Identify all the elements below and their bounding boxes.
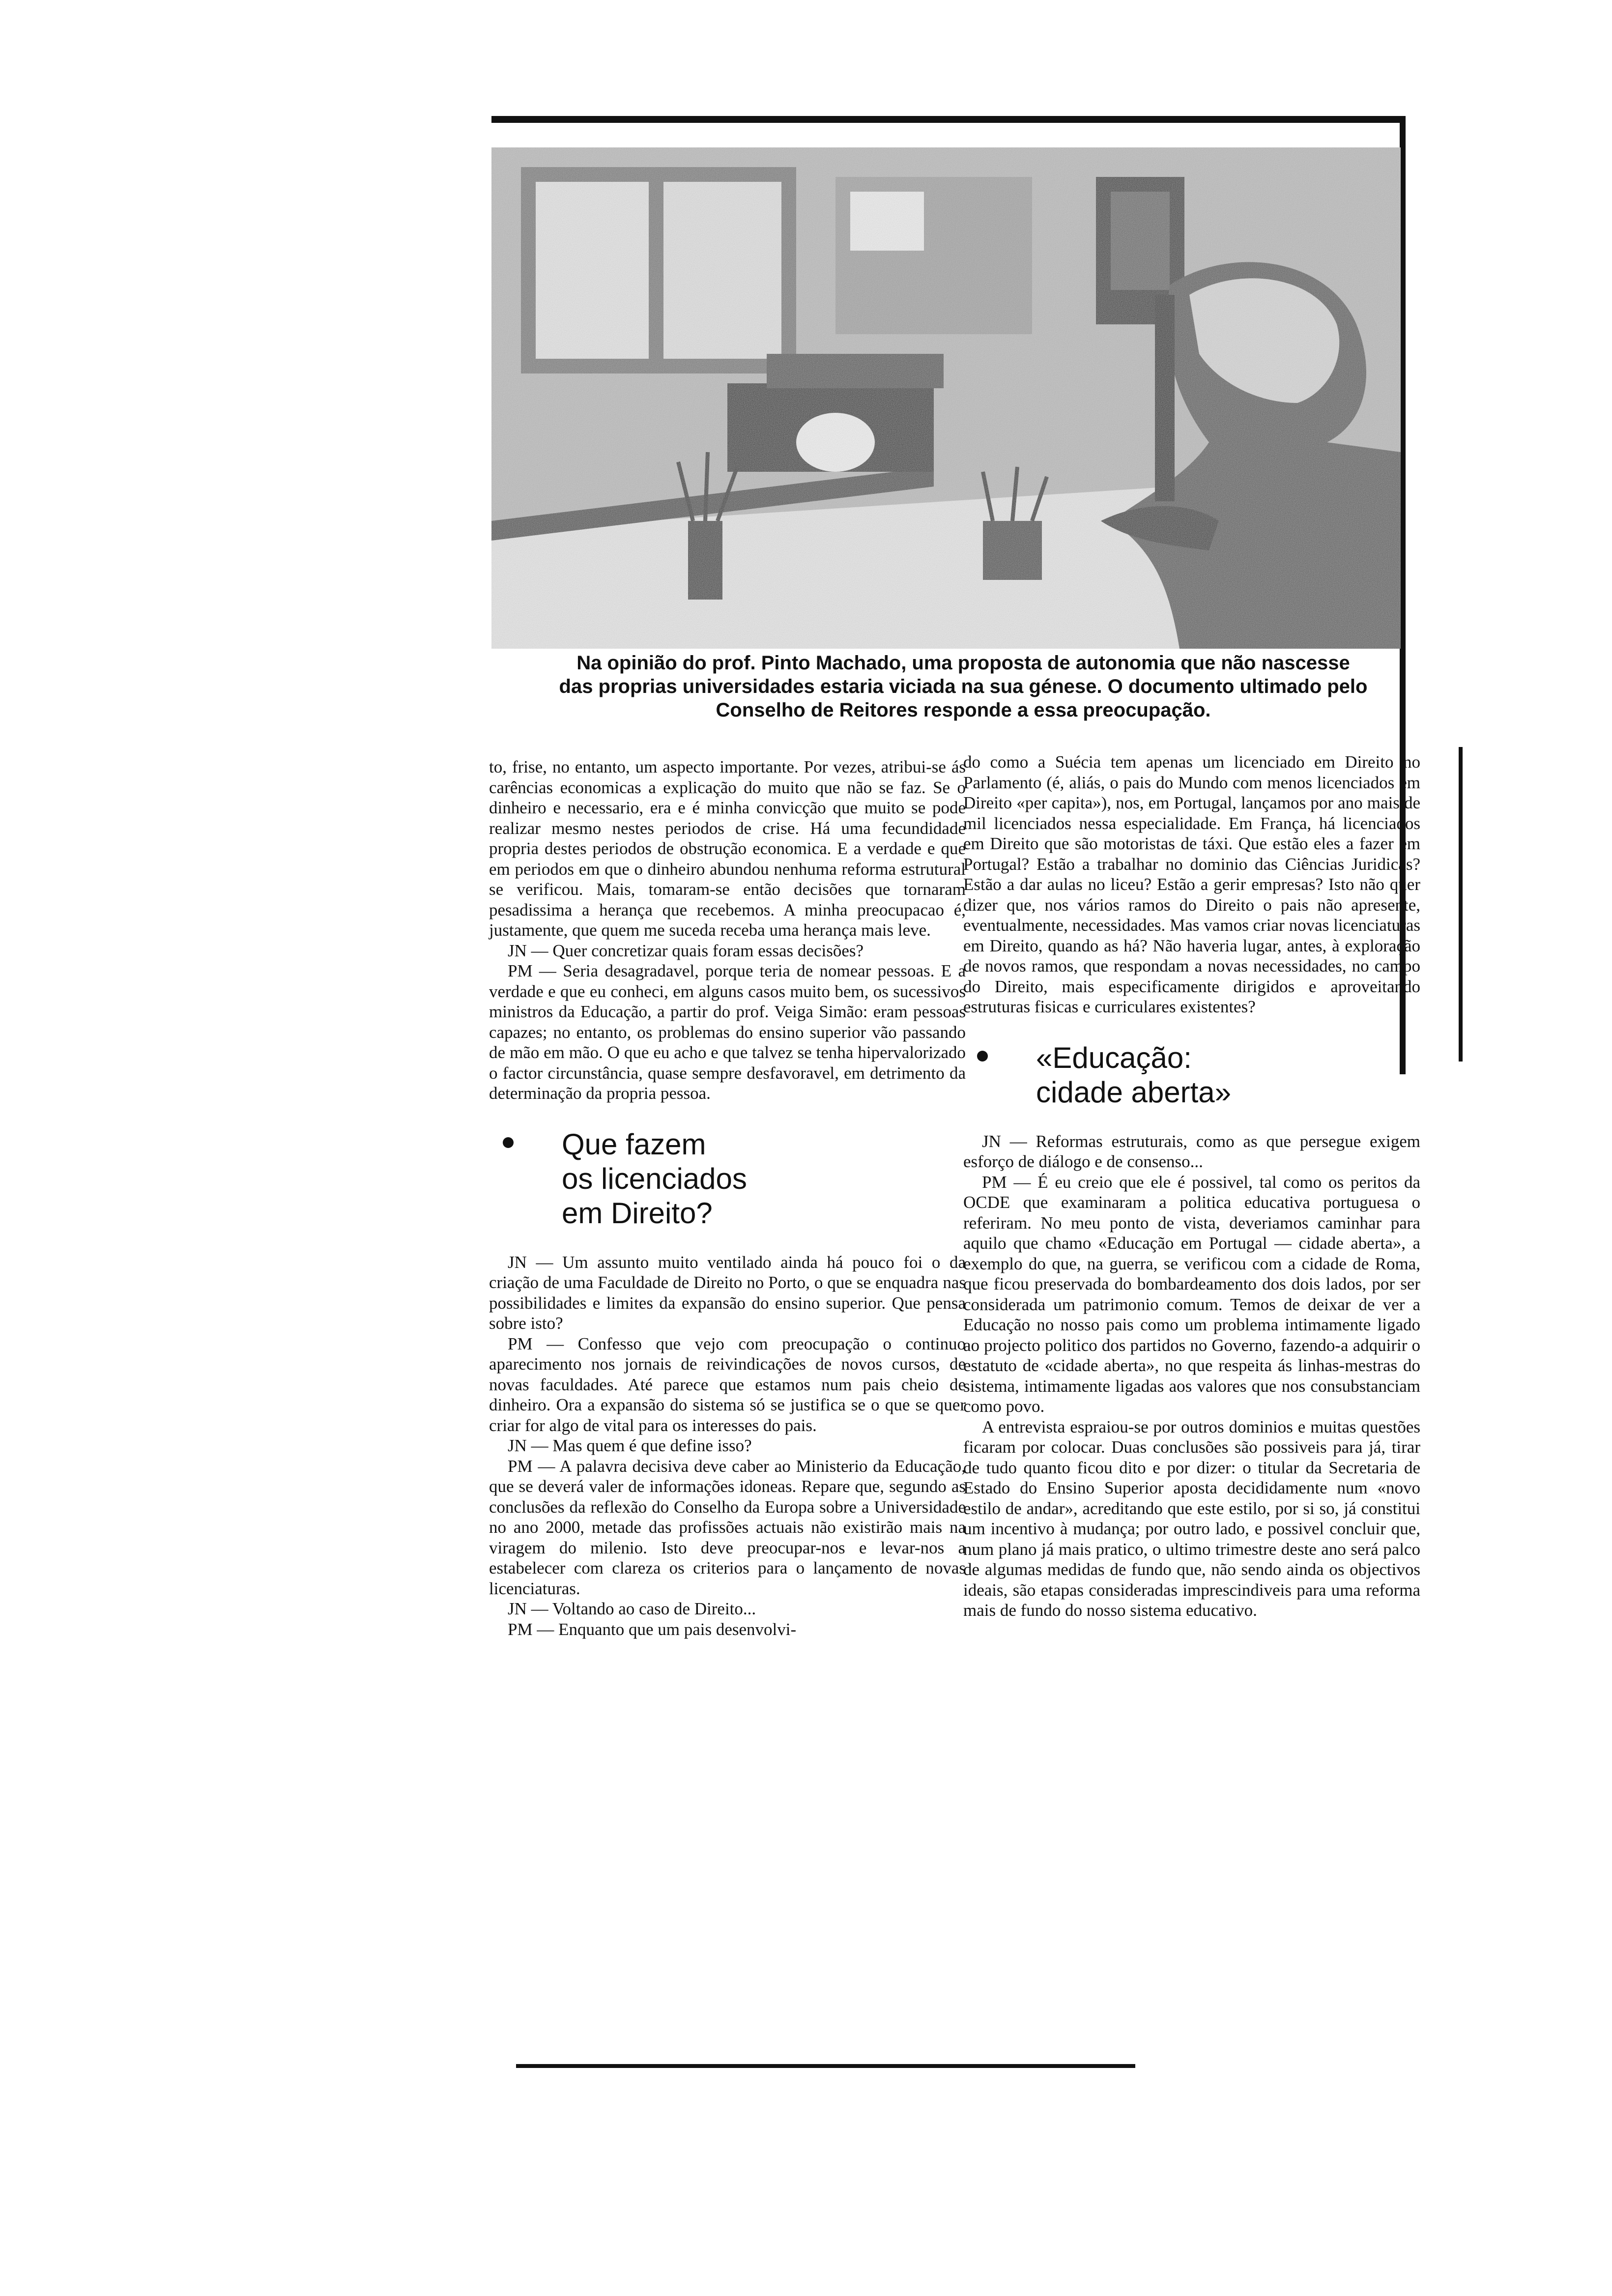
photo-caption bbox=[526, 651, 1401, 722]
heading-line: Que fazem bbox=[562, 1127, 706, 1161]
heading-line: os licenciados bbox=[562, 1162, 747, 1195]
bottom-rule bbox=[516, 2064, 1135, 2068]
paragraph: JN — Mas quem é que define isso? bbox=[508, 1436, 752, 1455]
section-heading-licenciados bbox=[489, 1127, 966, 1231]
paragraph: JN — Reformas estruturais, como as que persegue exigem esforço de diálogo e de consenso... bbox=[963, 1131, 1420, 1171]
caption-line-3: Conselho de Reitores responde a essa preocupação. bbox=[716, 699, 1211, 721]
heading-line: «Educação: bbox=[1036, 1041, 1192, 1074]
paragraph: to, frise, no entanto, um aspecto importante. Por vezes, atribui-se ás carências economicas a explicação do muito que não se faz. Se o dinheiro e necessario, era e é minha convicção que muito se pode realizar mesmo nestes periodos de crise. Há uma fecundidade propria destes periodos de obstrução economica. E a verdade e que em periodos em que o dinheiro abundou nenhuma reforma estrutural se verificou. Mais, tomaram-se então decisões que tornaram pesadissima a herança que recebemos. A minha preocupacao é, justamente, que quem me suceda receba uma herança mais leve. bbox=[489, 757, 966, 940]
paragraph: JN — Quer concretizar quais foram essas decisões? bbox=[508, 941, 864, 960]
heading-line: cidade aberta» bbox=[1036, 1075, 1231, 1109]
caption-line-1: Na opinião do prof. Pinto Machado, uma proposta de autonomia que não nascesse bbox=[576, 652, 1350, 674]
paragraph: JN — Voltando ao caso de Direito... bbox=[508, 1599, 756, 1618]
heading-line: em Direito? bbox=[562, 1196, 713, 1230]
bullet-icon bbox=[503, 1137, 514, 1148]
article-column-right bbox=[963, 752, 1420, 1621]
paragraph: PM — Confesso que vejo com preocupação o continuo aparecimento nos jornais de reivindicações de novos cursos, de novas faculdades. Até parece que estamos num pais cheio de dinheiro. Ora a expansão do sistema só se justifica se o que se quer criar for algo de vital para os interesses do pais. bbox=[489, 1334, 966, 1435]
right-rule-lower bbox=[1459, 747, 1463, 1062]
paragraph: PM — A palavra decisiva deve caber ao Ministerio da Educação, que se deverá valer de informações idoneas. Repare que, segundo as conclusões da reflexão do Conselho da Europa sobre a Universidade no ano 2000, metade das profissões actuais não existirão mais na viragem do milenio. Isto deve preocupar-nos e levar-nos a estabelecer com clareza os criterios para o lançamento de novas licenciaturas. bbox=[489, 1456, 966, 1598]
caption-line-2: das proprias universidades estaria viciada na sua génese. O documento ultimado pelo bbox=[559, 676, 1368, 697]
section-heading-cidade-aberta bbox=[963, 1041, 1420, 1110]
top-rule bbox=[491, 116, 1406, 123]
paragraph: do como a Suécia tem apenas um licenciado em Direito no Parlamento (é, aliás, o pais do Mundo com menos licenciados em Direito «per capita»), nos, em Portugal, lançamos por ano mais de mil licenciados nessa especialidade. Em França, há licenciados em Direito que são motoristas de táxi. Que estão eles a fazer em Portugal? Estão a trabalhar no dominio das Ciências Juridicas? Estão a dar aulas no liceu? Estão a gerir empresas? Isto não quer dizer que, nos vários ramos do Direito o pais não apresente, eventualmente, necessidades. Mas vamos criar novas licenciaturas em Direito, quando as há? Não haveria lugar, antes, à exploração de novos ramos, que respondam a novas necessidades, no campo do Direito, mais especificamente dirigidos e aproveitando estruturas fisicas e curriculares existentes? bbox=[963, 752, 1420, 1016]
article-photo bbox=[491, 147, 1401, 649]
photo-office-scene bbox=[491, 147, 1401, 649]
article-column-left bbox=[489, 757, 966, 1639]
paragraph: PM — Seria desagradavel, porque teria de nomear pessoas. E a verdade e que eu conheci, em alguns casos muito bem, os sucessivos ministros da Educação, a partir do prof. Veiga Simão: eram pessoas capazes; no entanto, os problemas do ensino superior vão passando de mão em mão. O que eu acho e que talvez se tenha hipervalorizado o factor circunstância, quase sempre desfavoravel, em detrimento da determinação da propria pessoa. bbox=[489, 961, 966, 1103]
paragraph: PM — Enquanto que um pais desenvolvi- bbox=[508, 1619, 797, 1639]
paragraph: JN — Um assunto muito ventilado ainda há pouco foi o da criação de uma Faculdade de Direito no Porto, o que se enquadra nas possibilidades e limites da expansão do ensino superior. Que pensa sobre isto? bbox=[489, 1252, 966, 1333]
paragraph: PM — É eu creio que ele é possivel, tal como os peritos da OCDE que examinaram a politica educativa portuguesa o referiram. No meu ponto de vista, deveriamos caminhar para aquilo que chamo «Educação em Portugal — cidade aberta», a exemplo do que, na guerra, se verificou com a cidade de Roma, que ficou preservada do bombardeamento dos dois lados, por ser considerada um patrimonio comum. Temos de deixar de ver a Educação no nosso pais como um problema intimamente ligado ao projecto politico dos partidos no Governo, fazendo-a adquirir o estatuto de «cidade aberta», no que respeita ás linhas-mestras do sistema, intimamente ligadas aos valores que nos consubstanciam como povo. bbox=[963, 1172, 1420, 1416]
paragraph: A entrevista espraiou-se por outros dominios e muitas questões ficaram por colocar. Duas conclusões são possiveis para já, tirar de tudo quanto ficou dito e por dizer: o titular da Secretaria de Estado do Ensino Superior aposta decididamente num «novo estilo de andar», acreditando que este estilo, por si so, já constitui um incentivo à mudança; por outro lado, e possivel concluir que, num plano já mais pratico, o ultimo trimestre deste ano será palco de algumas medidas de fundo que, não sendo ainda os objectivos ideais, são etapas consideradas imprescindiveis para uma reforma mais de fundo do nosso sistema educativo. bbox=[963, 1417, 1420, 1620]
bullet-icon bbox=[977, 1051, 988, 1062]
